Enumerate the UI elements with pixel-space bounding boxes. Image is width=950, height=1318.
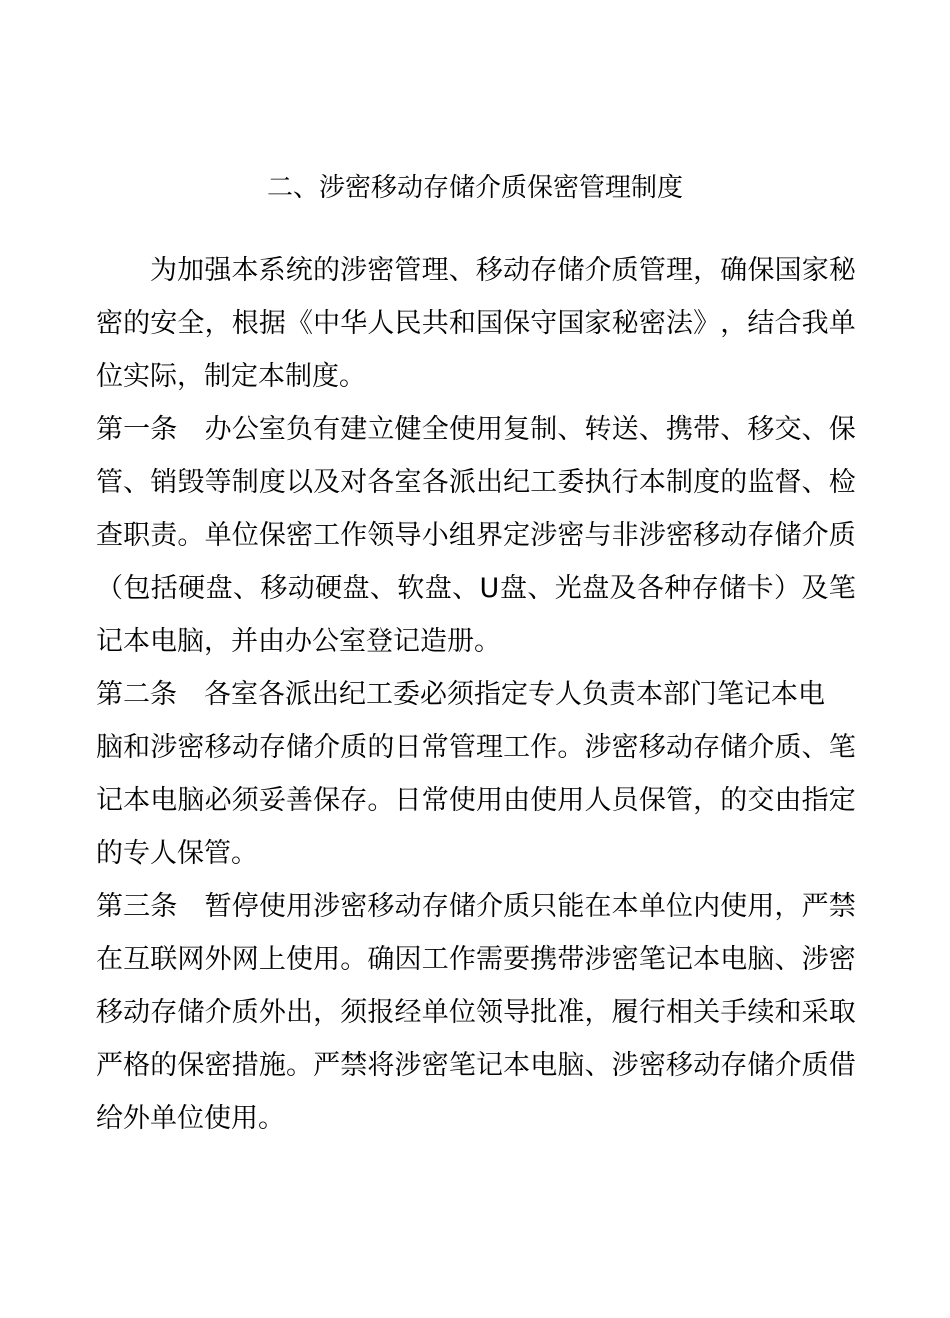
text-line: 第 一 条 办 公 室 负 有 建 立 健 全 使 用 复 制 、 转 送 、 携 带 、 移 交 、 保 <box>96 414 856 445</box>
text-line: 严 格 的 保 密 措 施 。 严 禁 将 涉 密 笔 记 本 电 脑 、 涉 密 移 动 存 储 介 质 借 <box>96 1050 856 1081</box>
text-line: 位实际，制定本制度。 <box>96 361 366 392</box>
text-line: 记本电脑，并由办公室登记造册。 <box>96 626 501 657</box>
text-line: 在 互 联 网 外 网 上 使 用 。 确 因 工 作 需 要 携 带 涉 密 笔 记 本 电 脑 、 涉 密 <box>96 944 856 975</box>
text-line: 给外单位使用。 <box>96 1103 285 1134</box>
text-line: 第二条 各室各派出纪工委必须指定专人负责本部门笔记本电 <box>96 679 825 710</box>
text-line: 移 动 存 储 介 质 外 出 ， 须 报 经 单 位 领 导 批 准 ， 履 行 相 关 手 续 和 采 取 <box>96 997 856 1028</box>
text-line: 记 本 电 脑 必 须 妥 善 保 存 。 日 常 使 用 由 使 用 人 员 保 管 ， 的 交 由 指 定 <box>96 785 856 816</box>
text-line: 脑 和 涉 密 移 动 存 储 介 质 的 日 常 管 理 工 作 。 涉 密 移 动 存 储 介 质 、 笔 <box>96 732 856 763</box>
text-line: 查 职 责 。 单 位 保 密 工 作 领 导 小 组 界 定 涉 密 与 非 涉 密 移 动 存 储 介 质 <box>96 520 856 551</box>
text-line: 管 、 销 毁 等 制 度 以 及 对 各 室 各 派 出 纪 工 委 执 行 本 制 度 的 监 督 、 检 <box>96 467 856 498</box>
text-line: 的专人保管。 <box>96 838 258 869</box>
document-body <box>96 244 856 1145</box>
document-title: 二、涉密移动存储介质保密管理制度 <box>266 173 683 203</box>
text-line: 为 加 强 本 系 统 的 涉 密 管 理 、 移 动 存 储 介 质 管 理 ， 确 保 国 家 秘 <box>150 255 856 286</box>
text-line: 密 的 安 全 ， 根 据 《 中 华 人 民 共 和 国 保 守 国 家 秘 密 法 》 ， 结 合 我 单 <box>96 308 856 339</box>
text-line: （ 包 括 硬 盘 、 移 动 硬 盘 、 软 盘 、 U 盘 、 光 盘 及 各 种 存 储 卡 ） 及 笔 <box>96 573 856 604</box>
text-line: 第 三 条 暂 停 使 用 涉 密 移 动 存 储 介 质 只 能 在 本 单 位 内 使 用 ， 严 禁 <box>96 891 856 922</box>
